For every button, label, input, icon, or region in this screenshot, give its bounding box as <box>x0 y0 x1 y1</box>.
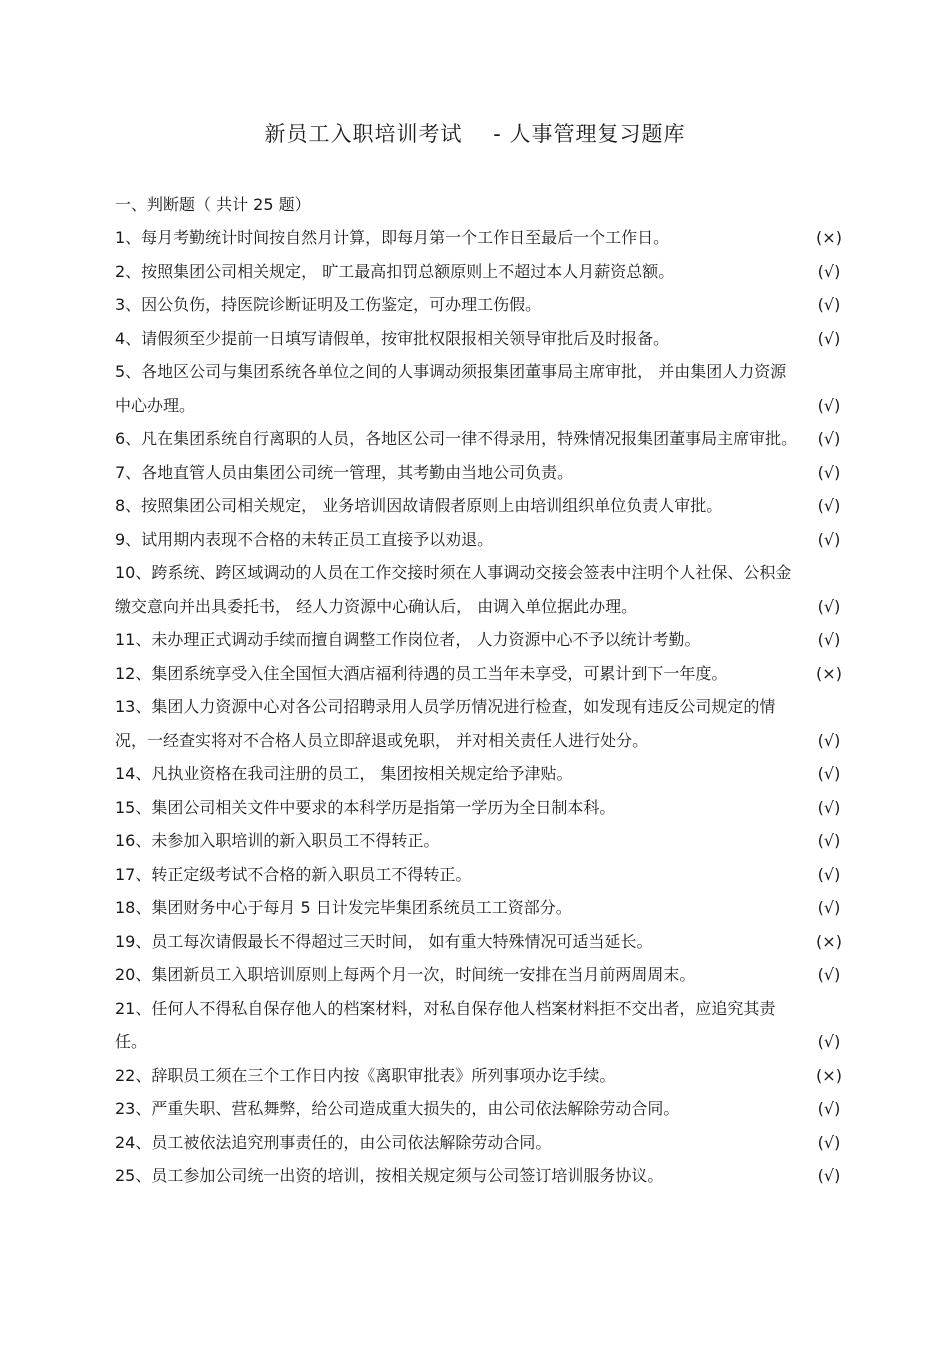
question-16 <box>115 824 850 858</box>
question-3 <box>115 288 850 322</box>
question-19 <box>115 925 850 959</box>
answer-mark: (√) <box>817 898 841 917</box>
question-text: 9、试用期内表现不合格的未转正员工直接予以劝退。 <box>115 529 494 549</box>
answer-mark: (√) <box>817 395 841 415</box>
question-text: 7、各地直管人员由集团公司统一管理，其考勤由当地公司负责。 <box>115 462 574 482</box>
question-22 <box>115 1059 850 1093</box>
question-20 <box>115 958 850 992</box>
question-12 <box>115 657 850 691</box>
answer-mark: (√) <box>817 1099 841 1118</box>
question-text: 1、每月考勤统计时间按自然月计算，即每月第一个工作日至最后一个工作日。 <box>115 228 670 247</box>
question-9 <box>115 523 850 557</box>
question-text: 20、集团新员工入职培训原则上每两个月一次，时间统一安排在当月前两周周末。 <box>115 965 696 984</box>
question-text: 22、辞职员工须在三个工作日内按《离职审批表》所列事项办讫手续。 <box>115 1065 616 1085</box>
section-heading: 一、判断题（ 共计 25 题） <box>115 195 311 214</box>
question-1 <box>115 221 850 255</box>
answer-mark: (√) <box>817 462 841 482</box>
answer-mark: (√) <box>817 864 841 884</box>
question-6 <box>115 422 850 456</box>
question-8 <box>115 489 850 523</box>
question-text: 11、未办理正式调动手续而擅自调整工作岗位者， 人力资源中心不予以统计考勤。 <box>115 630 701 649</box>
question-text: 6、凡在集团系统自行离职的人员，各地区公司一律不得录用，特殊情况报集团董事局主席审批。 <box>115 429 798 448</box>
question-text: 3、因公负伤，持医院诊断证明及工伤鉴定，可办理工伤假。 <box>115 295 542 314</box>
question-25 <box>115 1159 850 1193</box>
question-text: 8、按照集团公司相关规定， 业务培训因故请假者原则上由培训组织单位负责人审批。 <box>115 496 723 515</box>
question-7 <box>115 456 850 490</box>
question-text: 19、员工每次请假最长不得超过三天时间， 如有重大特殊情况可适当延长。 <box>115 931 653 951</box>
answer-mark: (√) <box>817 496 841 515</box>
question-text: 4、请假须至少提前一日填写请假单，按审批权限报相关领导审批后及时报备。 <box>115 328 670 348</box>
answer-mark: (√) <box>817 730 841 750</box>
answer-mark: (√) <box>817 764 841 783</box>
question-text: 23、严重失职、营私舞弊，给公司造成重大损失的，由公司依法解除劳动合同。 <box>115 1099 680 1118</box>
answer-mark: (√) <box>817 630 841 649</box>
question-text: 18、集团财务中心于每月 5 日计发完毕集团系统员工工资部分。 <box>115 898 572 917</box>
answer-mark: (√) <box>817 1166 841 1185</box>
question-4 <box>115 322 850 356</box>
question-15 <box>115 791 850 825</box>
question-18 <box>115 891 850 925</box>
answer-mark: (×) <box>816 931 842 951</box>
question-text: 14、凡执业资格在我司注册的员工， 集团按相关规定给予津贴。 <box>115 764 573 783</box>
question-text: 13、集团人力资源中心对各公司招聘录用人员学历情况进行检查，如发现有违反公司规定的情况，一经查实将对不合格人员立即辞退或免职， 并对相关责任人进行处分。 <box>115 697 776 750</box>
answer-mark: (√) <box>817 831 841 850</box>
question-text: 16、未参加入职培训的新入职员工不得转正。 <box>115 831 440 850</box>
question-21 <box>115 992 850 1059</box>
question-text: 17、转正定级考试不合格的新入职员工不得转正。 <box>115 864 472 884</box>
question-text: 12、集团系统享受入住全国恒大酒店福利待遇的员工当年未享受，可累计到下一年度。 <box>115 663 728 683</box>
answer-mark: (√) <box>817 261 841 281</box>
question-text: 21、任何人不得私自保存他人的档案材料，对私自保存他人档案材料拒不交出者，应追究其责任。 <box>115 998 776 1051</box>
question-text: 10、跨系统、跨区域调动的人员在工作交接时须在人事调动交接会签表中注明个人社保、公积金缴交意向并出具委托书， 经人力资源中心确认后， 由调入单位据此办理。 <box>115 563 792 616</box>
answer-mark: (√) <box>817 429 841 448</box>
answer-mark: (√) <box>817 295 841 314</box>
question-5 <box>115 355 850 422</box>
question-24 <box>115 1126 850 1160</box>
answer-mark: (×) <box>816 228 842 247</box>
answer-mark: (×) <box>816 1065 842 1085</box>
answer-mark: (√) <box>817 1032 841 1051</box>
answer-mark: (√) <box>817 529 841 549</box>
answer-mark: (√) <box>817 596 841 616</box>
question-13 <box>115 690 850 757</box>
question-list <box>115 221 850 1193</box>
question-text: 25、员工参加公司统一出资的培训，按相关规定须与公司签订培训服务协议。 <box>115 1166 664 1185</box>
question-17 <box>115 858 850 892</box>
answer-mark: (√) <box>817 965 841 984</box>
question-11 <box>115 623 850 657</box>
answer-mark: (√) <box>817 1132 841 1152</box>
page-title: 新员工入职培训考试 - 人事管理复习题库 <box>264 122 686 146</box>
question-23 <box>115 1092 850 1126</box>
question-text: 24、员工被依法追究刑事责任的，由公司依法解除劳动合同。 <box>115 1132 552 1152</box>
answer-mark: (√) <box>817 797 841 817</box>
answer-mark: (×) <box>816 663 842 683</box>
question-text: 5、各地区公司与集团系统各单位之间的人事调动须报集团董事局主席审批， 并由集团人力资源中心办理。 <box>115 362 787 415</box>
question-10 <box>115 556 850 623</box>
question-text: 15、集团公司相关文件中要求的本科学历是指第一学历为全日制本科。 <box>115 797 616 817</box>
question-text: 2、按照集团公司相关规定， 旷工最高扣罚总额原则上不超过本人月薪资总额。 <box>115 261 675 281</box>
question-14 <box>115 757 850 791</box>
answer-mark: (√) <box>817 328 841 348</box>
question-2 <box>115 255 850 289</box>
